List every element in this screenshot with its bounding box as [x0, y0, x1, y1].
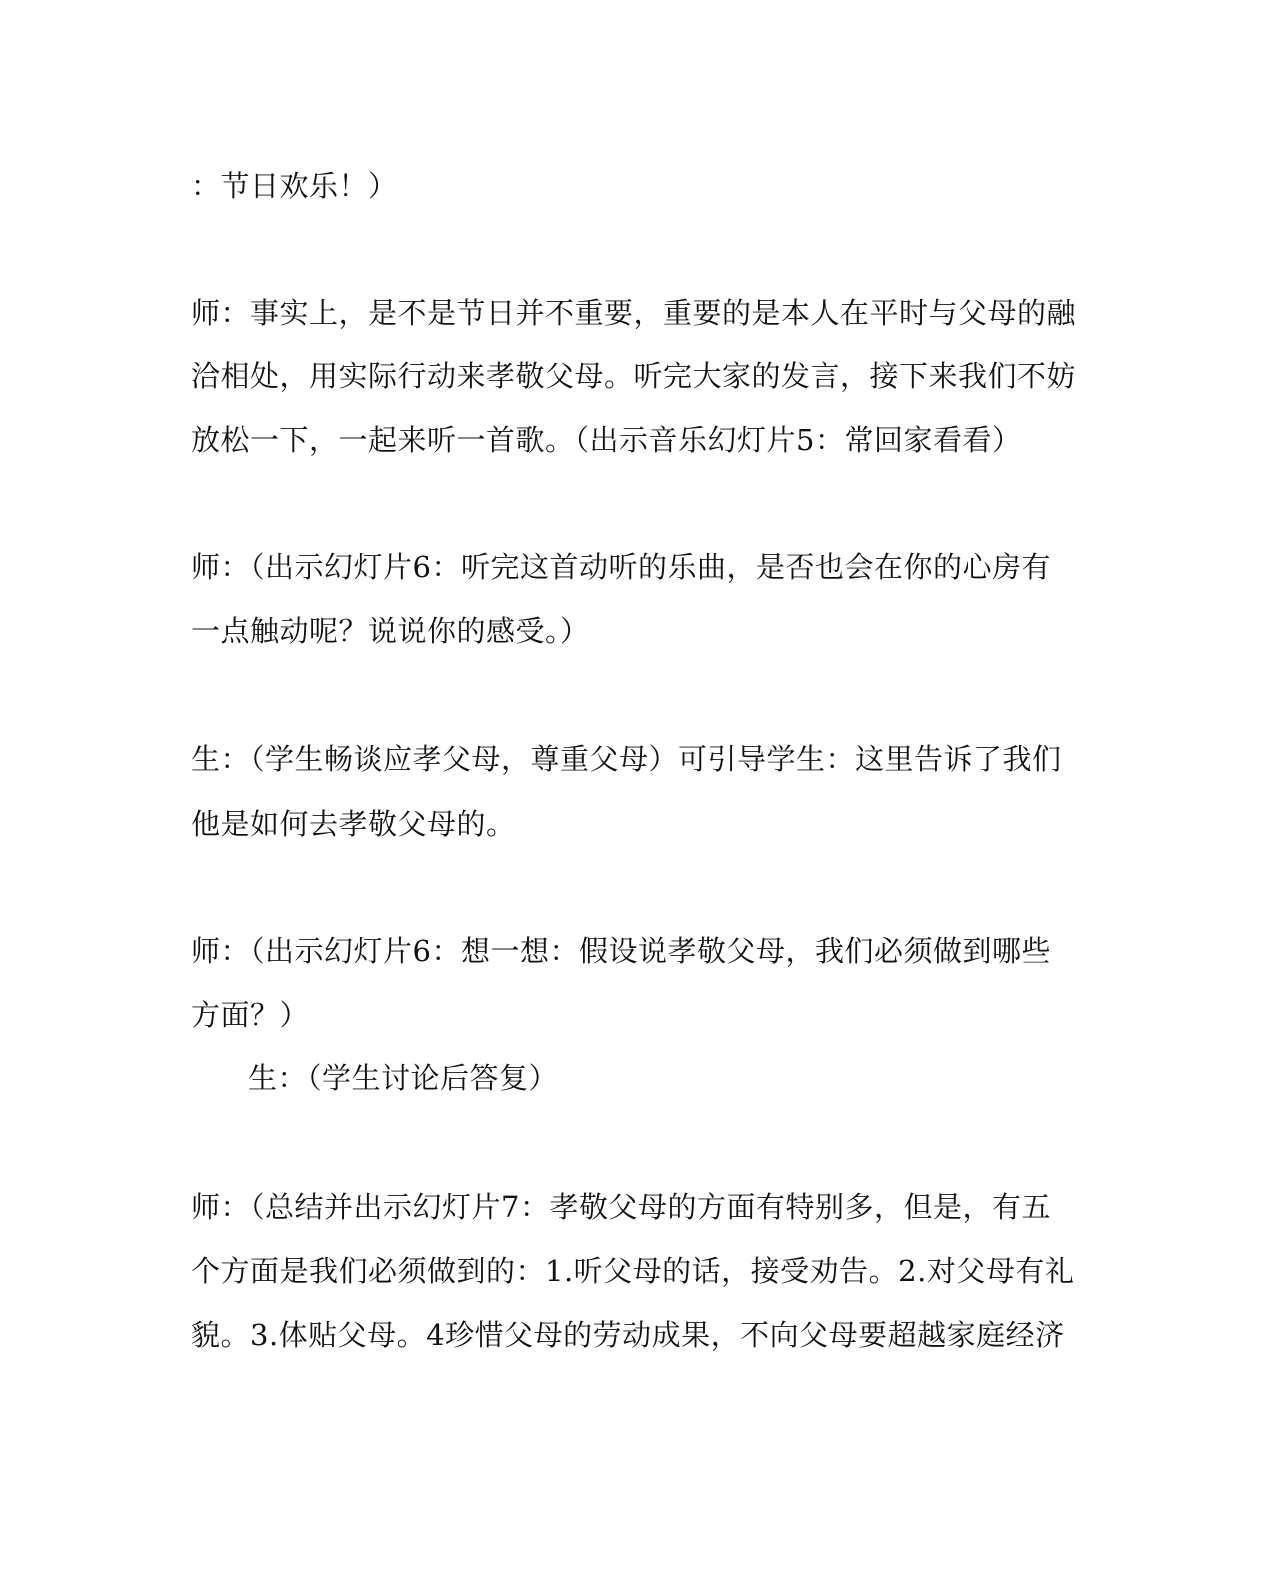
- text-line: 生：（学生畅谈应孝父母，尊重父母）可引导学生：这里告诉了我们: [191, 742, 1062, 776]
- text-line: 貌。3.体贴父母。4珍惜父母的劳动成果，不向父母要超越家庭经济: [191, 1318, 1065, 1352]
- text-line: 个方面是我们必须做到的：1.听父母的话，接受劝告。2.对父母有礼: [191, 1254, 1075, 1288]
- text-line: 他是如何去孝敬父母的。: [191, 807, 516, 841]
- text-line: 生：（学生讨论后答复）: [248, 1061, 559, 1095]
- text-line: 方面？）: [191, 998, 310, 1032]
- text-line: 一点触动呢？说说你的感受。）: [191, 614, 590, 648]
- text-line: ：节日欢乐！）: [191, 169, 398, 203]
- text-line: 洽相处，用实际行动来孝敬父母。听完大家的发言，接下来我们不妨: [191, 359, 1077, 393]
- text-line: 师：（总结并出示幻灯片7：孝敬父母的方面有特别多，但是，有五: [191, 1190, 1051, 1224]
- text-line: 师：事实上，是不是节日并不重要，重要的是本人在平时与父母的融: [191, 296, 1077, 330]
- text-line: 师：（出示幻灯片6：想一想：假设说孝敬父母，我们必须做到哪些: [191, 934, 1051, 968]
- text-line: 师：（出示幻灯片6：听完这首动听的乐曲，是否也会在你的心房有: [191, 550, 1051, 584]
- text-line: 放松一下，一起来听一首歌。（出示音乐幻灯片5：常回家看看）: [191, 423, 1022, 457]
